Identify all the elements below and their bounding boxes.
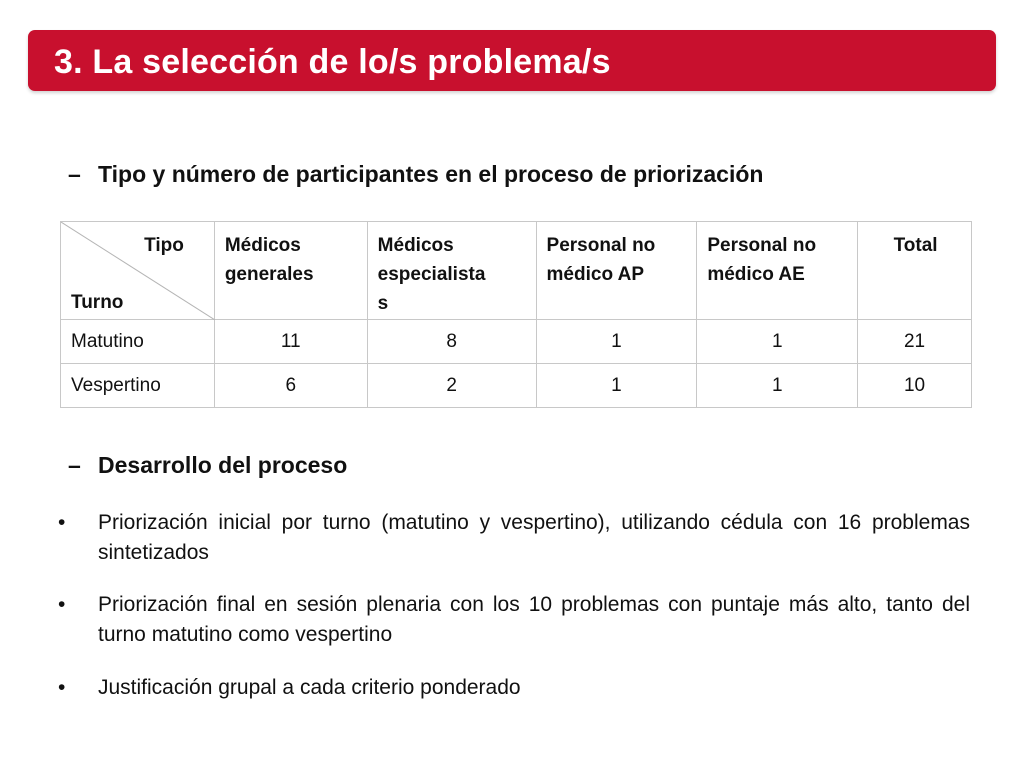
table-cell-total: 10 (858, 364, 972, 408)
bullet-marker: • (58, 593, 66, 616)
header-medicos-generales: Médicos generales (214, 222, 367, 320)
bullet-text: Priorización final en sesión plenaria con los 10 problemas con puntaje más alto, tanto del turno matutino como vespertino (98, 593, 970, 646)
table-cell: 8 (367, 320, 536, 364)
corner-header-cell (61, 222, 215, 320)
slide-title: 3. La selección de lo/s problema/s (54, 43, 611, 81)
table-row (61, 364, 972, 408)
participants-table (60, 221, 972, 408)
row-label-matutino: Matutino (61, 320, 215, 364)
section-heading: Desarrollo del proceso (98, 452, 348, 478)
row-label-vespertino: Vespertino (61, 364, 215, 408)
corner-label-tipo: Tipo (144, 235, 184, 256)
header-personal-no-medico-ae: Personal no médico AE (697, 222, 858, 320)
header-medicos-especialistas (367, 222, 536, 320)
bullet-text: Priorización inicial por turno (matutino y vespertino), utilizando cédula con 16 problemas sintetizados (98, 511, 970, 564)
bullet-marker: • (58, 511, 66, 534)
table-cell: 1 (697, 364, 858, 408)
subtitle-dash-marker: – (68, 161, 81, 187)
bullet-marker: • (58, 676, 66, 699)
header-total: Total (858, 222, 972, 320)
table-header-row (61, 222, 972, 320)
header-personal-no-medico-ap: Personal no médico AP (536, 222, 697, 320)
table-row (61, 320, 972, 364)
table-cell: 1 (536, 320, 697, 364)
table-cell: 11 (214, 320, 367, 364)
corner-label-turno: Turno (71, 292, 124, 313)
table-cell: 1 (697, 320, 858, 364)
section-dash-marker: – (68, 452, 81, 478)
title-banner (28, 30, 996, 91)
table-cell: 6 (214, 364, 367, 408)
subtitle-text: Tipo y número de participantes en el proceso de priorización (98, 161, 764, 187)
bullet-text: Justificación grupal a cada criterio ponderado (98, 676, 521, 699)
table-cell: 2 (367, 364, 536, 408)
header-medicos-especialistas-text: Médicos especialista s (377, 235, 486, 314)
table-cell: 1 (536, 364, 697, 408)
table-cell-total: 21 (858, 320, 972, 364)
